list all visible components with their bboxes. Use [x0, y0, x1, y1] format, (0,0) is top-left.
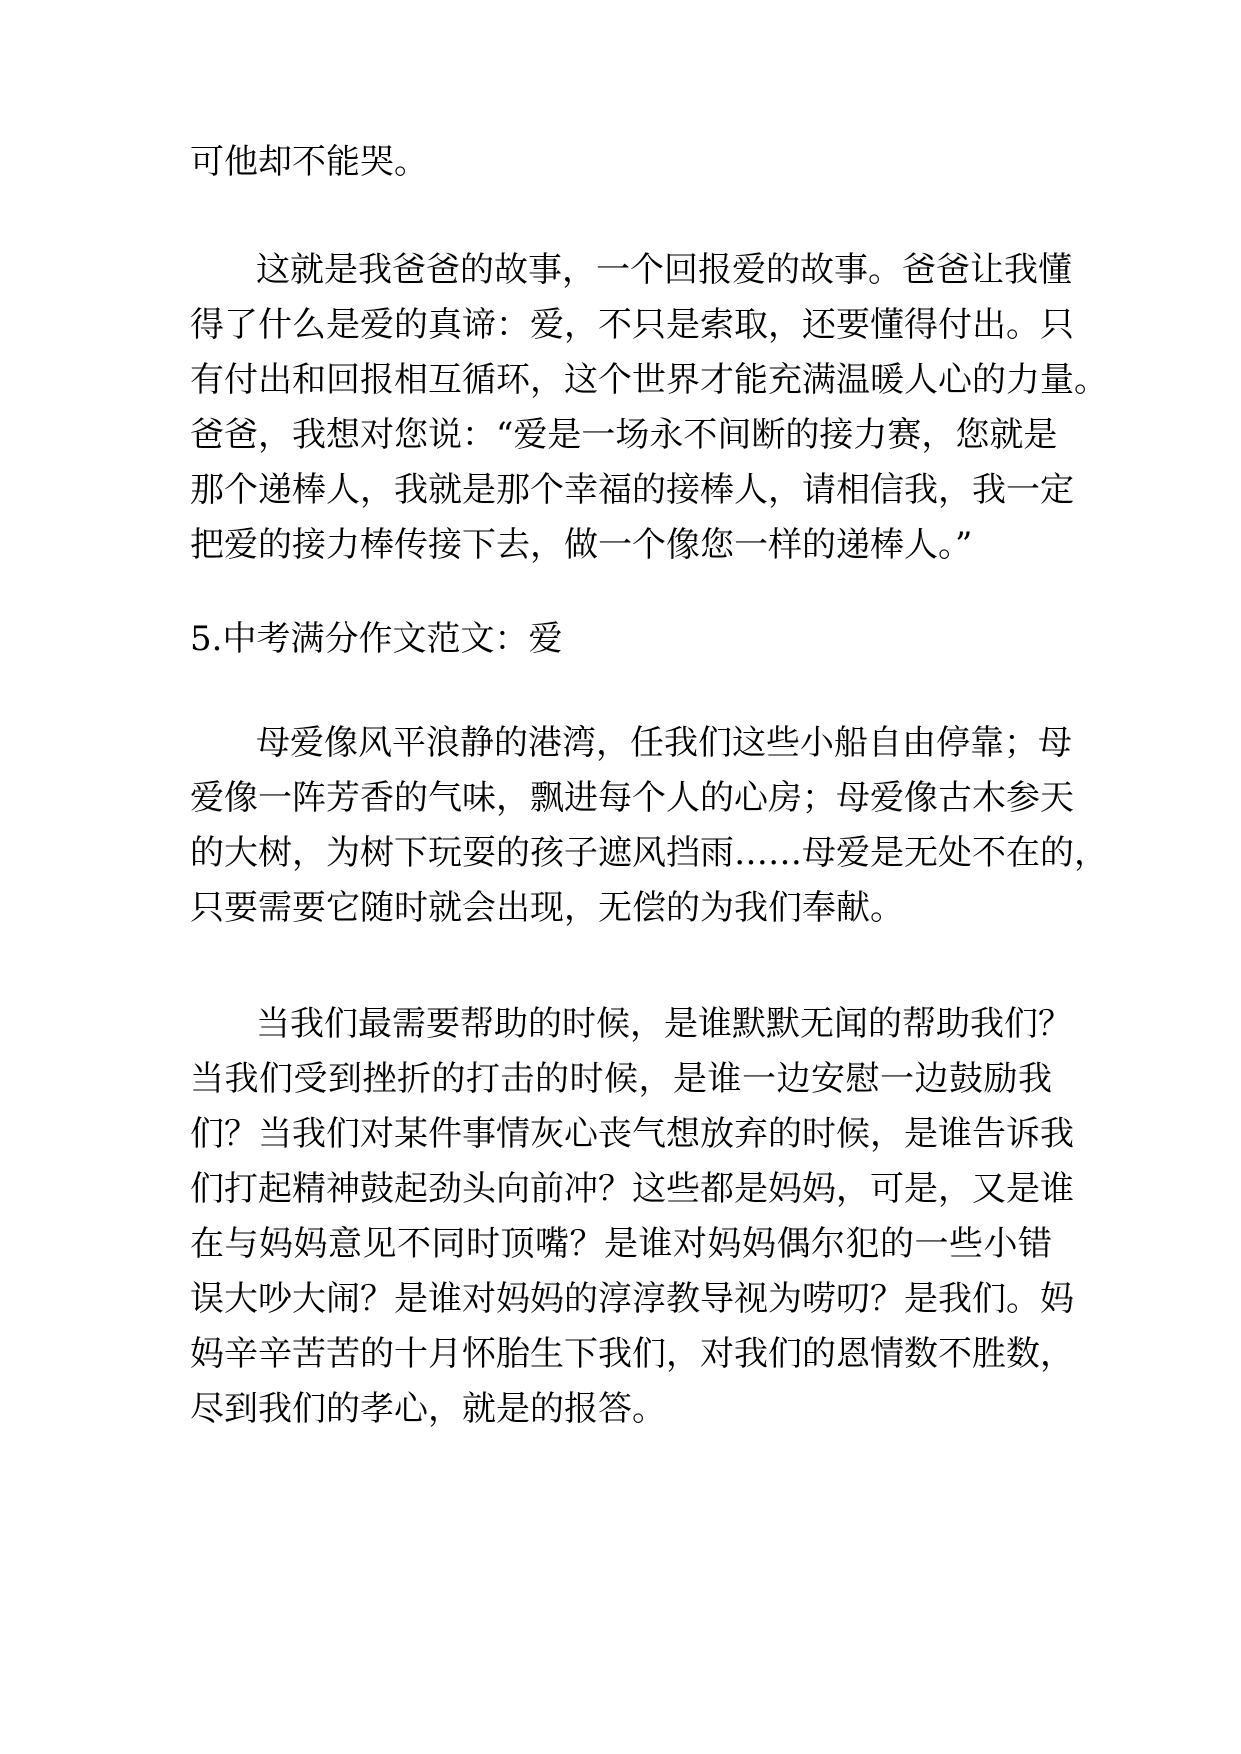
paragraph-line: 母爱像风平浪静的港湾，任我们这些小船自由停靠；母	[256, 723, 1072, 763]
paragraph-line: 妈辛辛苦苦的十月怀胎生下我们，对我们的恩情数不胜数，	[190, 1334, 1074, 1374]
paragraph-line: 有付出和回报相互循环，这个世界才能充满温暖人心的力量。	[190, 360, 1108, 400]
paragraph-line: 们打起精神鼓起劲头向前冲？这些都是妈妈，可是，又是谁	[190, 1169, 1074, 1209]
paragraph-line: 尽到我们的孝心，就是的报答。	[190, 1389, 666, 1429]
paragraph-line: 当我们最需要帮助的时候，是谁默默无闻的帮助我们？	[256, 1004, 1072, 1044]
paragraph-line: 那个递棒人，我就是那个幸福的接棒人，请相信我，我一定	[190, 470, 1074, 510]
paragraph-line: 爸爸，我想对您说：“爱是一场永不间断的接力赛，您就是	[190, 415, 1058, 455]
section-heading: 5.中考满分作文范文：爱	[190, 619, 563, 659]
paragraph-line: 得了什么是爱的真谛：爱，不只是索取，还要懂得付出。只	[190, 305, 1074, 345]
paragraph-line: 可他却不能哭。	[190, 142, 428, 182]
paragraph-line: 只要需要它随时就会出现，无偿的为我们奉献。	[190, 888, 904, 928]
paragraph-line: 爱像一阵芳香的气味，飘进每个人的心房；母爱像古木参天	[190, 778, 1074, 818]
paragraph-line: 们？当我们对某件事情灰心丧气想放弃的时候，是谁告诉我	[190, 1114, 1074, 1154]
paragraph-line: 这就是我爸爸的故事，一个回报爱的故事。爸爸让我懂	[256, 250, 1072, 290]
paragraph-line: 的大树，为树下玩耍的孩子遮风挡雨……母爱是无处不在的，	[190, 833, 1108, 873]
paragraph-line: 当我们受到挫折的打击的时候，是谁一边安慰一边鼓励我	[190, 1059, 1052, 1099]
paragraph-line: 把爱的接力棒传接下去，做一个像您一样的递棒人。”	[190, 525, 973, 565]
paragraph-line: 在与妈妈意见不同时顶嘴？是谁对妈妈偶尔犯的一些小错	[190, 1224, 1052, 1264]
paragraph-line: 误大吵大闹？是谁对妈妈的淳淳教导视为唠叨？是我们。妈	[190, 1279, 1074, 1319]
